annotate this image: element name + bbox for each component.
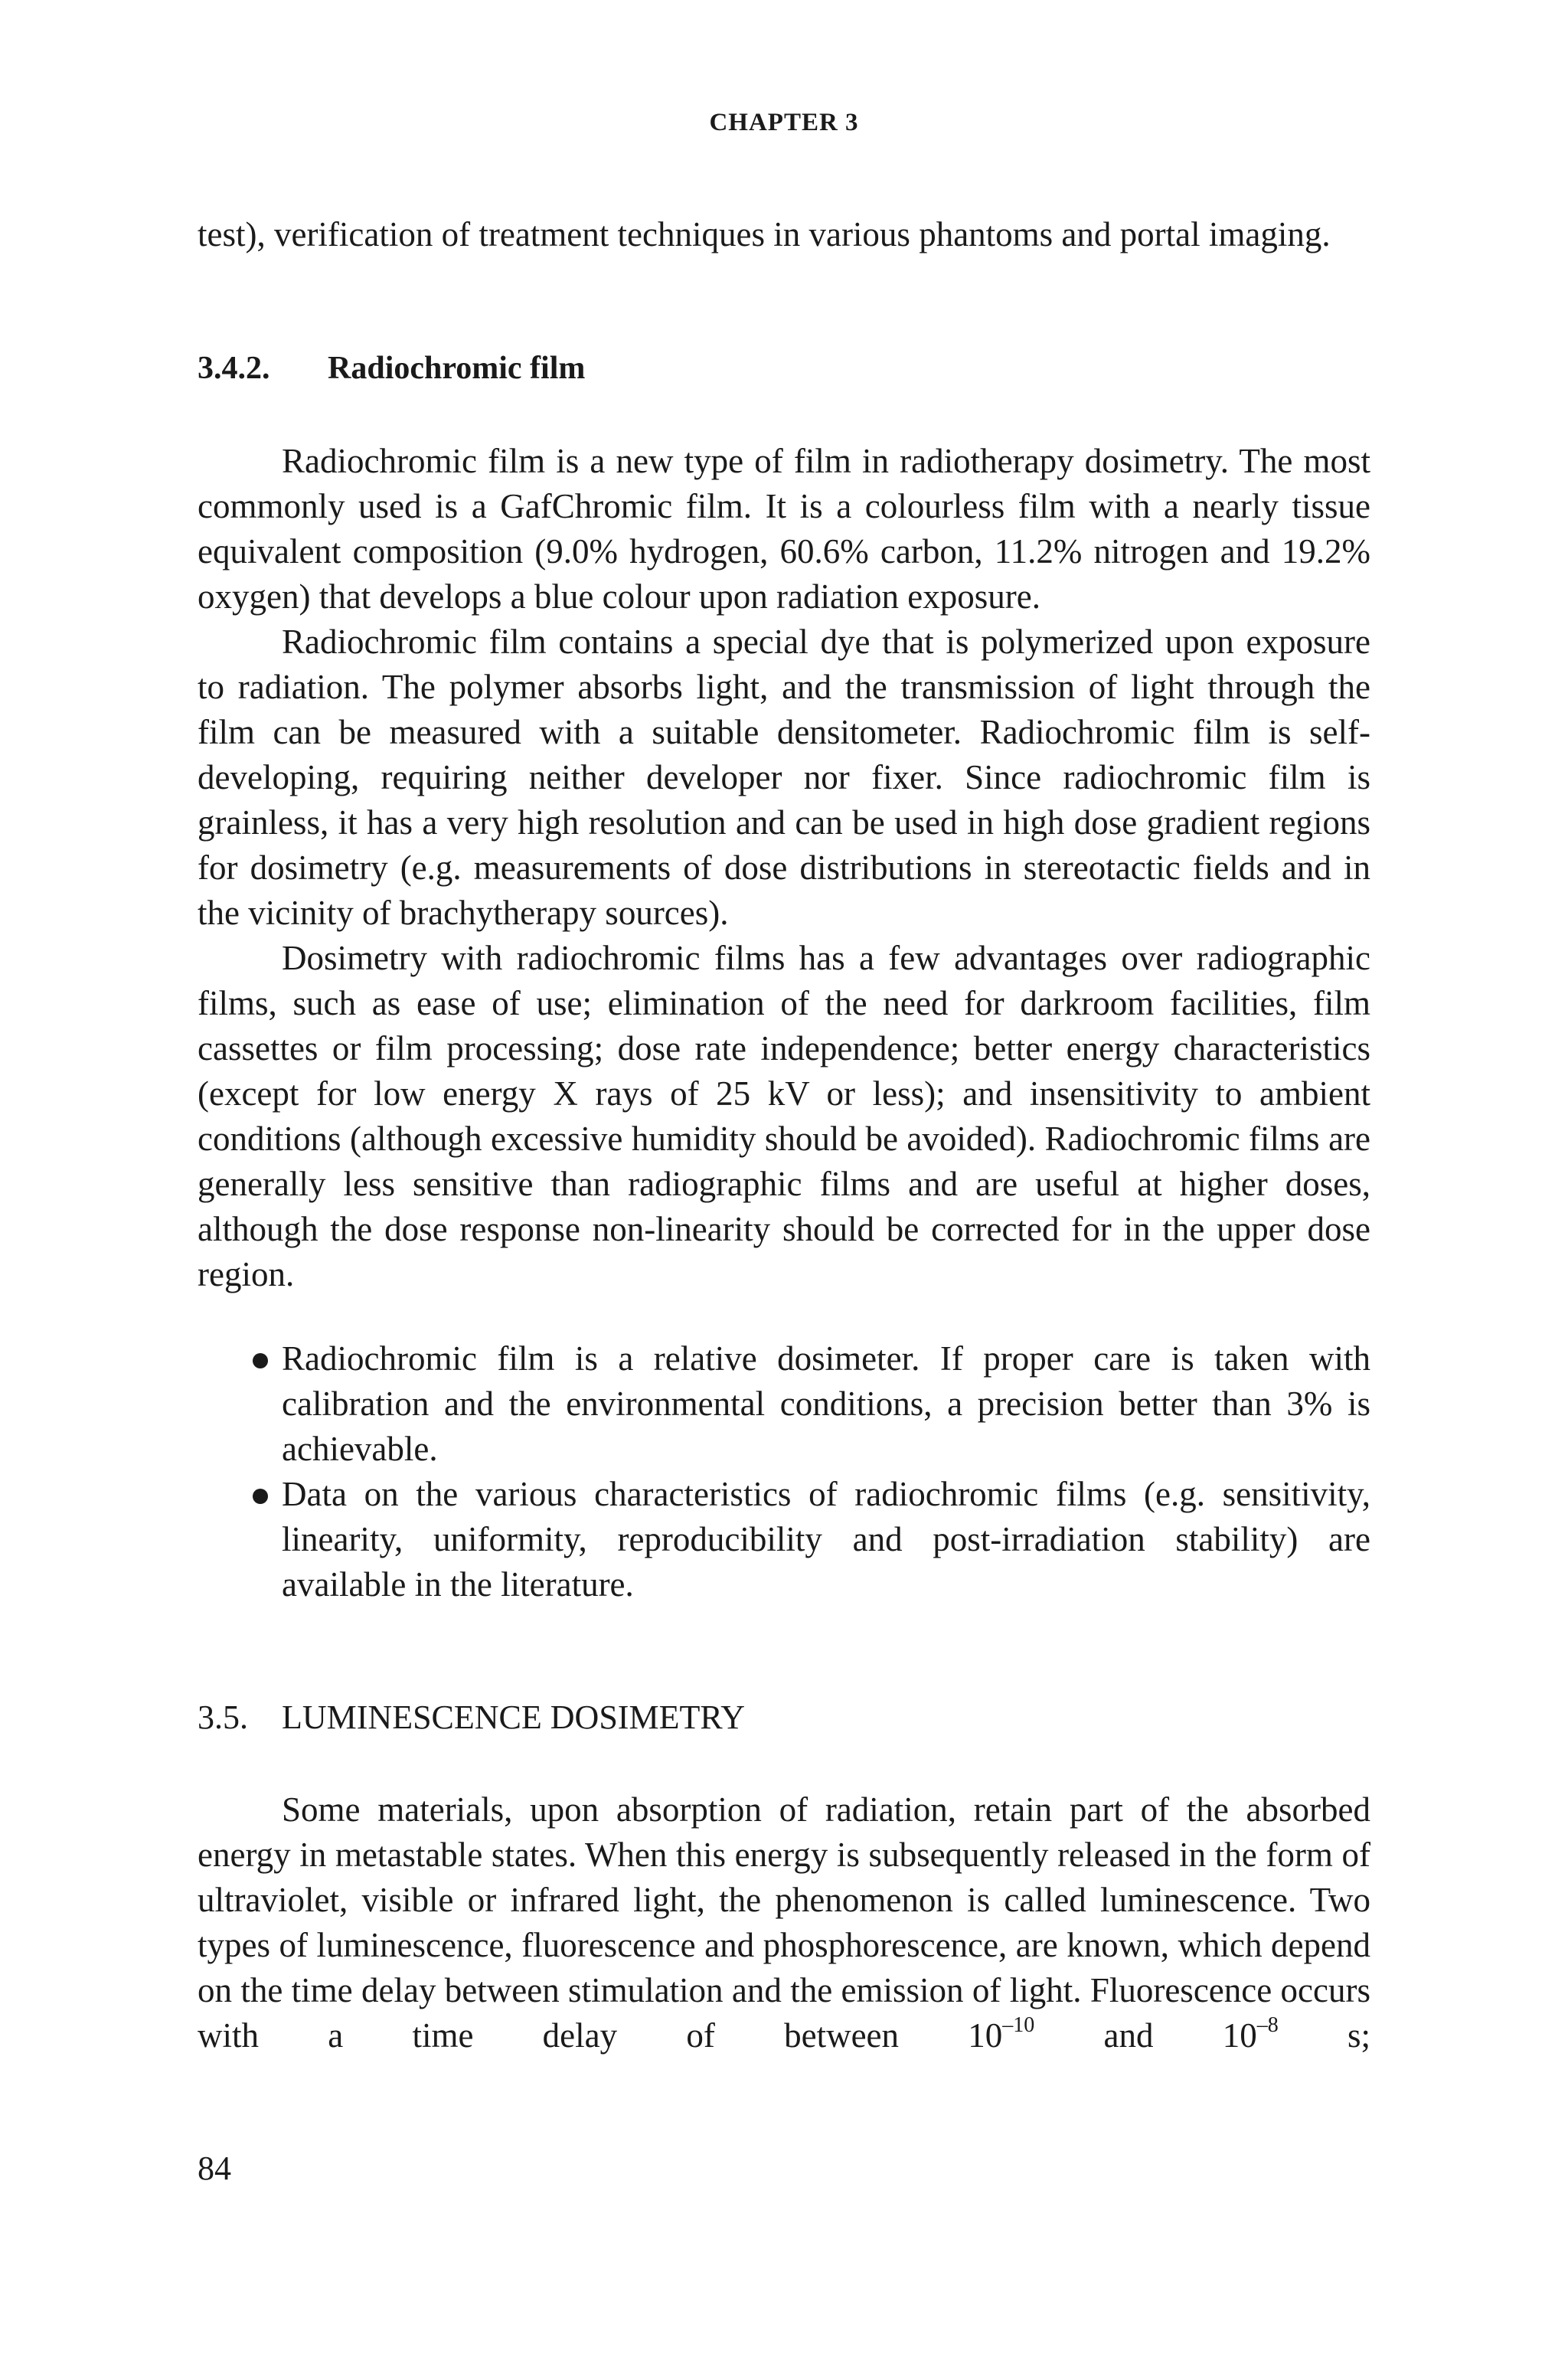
section-heading	[198, 1695, 745, 1740]
luminescence-text: Some materials, upon absorption of radiation, retain part of the absorbed energy in metastable states. When this energy is subsequently released in the form of ultraviolet, visible or infrared light, the phenomenon is called luminescence. Two types of luminescence, fluorescence and phosphorescence, are known, which depend on the time delay between stimulation and the emission of light. Fluorescence occurs with a time delay of between	[198, 1790, 1370, 2055]
intro-text-block	[198, 212, 1370, 257]
paragraph-advantages: Dosimetry with radiochromic films has a few advantages over radiographic films, such as ease of use; elimination of the need for darkroom facilities, film cassettes or film processing; dose rate independence; better energy characteristics (except for low energy X rays of 25 kV or less); and insensitivity to ambient conditions (although excessive humidity should be avoided). Radiochromic films are generally less sensitive than radiographic films and are useful at higher doses, although the dose response non-linearity should be corrected for in the upper dose region.	[198, 939, 1370, 1293]
time-delay-lower-base: 10	[968, 2016, 1003, 2055]
bullet-text: Radiochromic film is a relative dosimeter. If proper care is taken with calibration and the environmental conditions, a precision better than 3% is achievable.	[282, 1339, 1370, 1468]
section-number: 3.5.	[198, 1698, 248, 1736]
conjunction: and	[1103, 2016, 1154, 2055]
bullet-list	[198, 1336, 1370, 1607]
luminescence-text-block	[198, 1787, 1370, 2058]
subsection-title: Radiochromic film	[328, 351, 586, 386]
paragraph-luminescence	[198, 1787, 1370, 2058]
section-title: LUMINESCENCE DOSIMETRY	[282, 1698, 746, 1736]
time-delay-upper-exponent: –8	[1256, 2013, 1279, 2037]
intro-paragraph: test), verification of treatment techniques in various phantoms and portal imaging.	[198, 215, 1331, 253]
page-number: 84	[198, 2150, 231, 2187]
subsection-heading	[198, 346, 585, 391]
time-delay-lower-exponent: –10	[1002, 2013, 1035, 2037]
subsection-number: 3.4.2.	[198, 351, 270, 386]
time-delay-upper-base: 10	[1222, 2016, 1257, 2055]
radiochromic-text-block	[198, 439, 1370, 1297]
bullet-text: Data on the various characteristics of radiochromic films (e.g. sensitivity, linearity, uniformity, reproducibility and post-irradiation stability) are available in the literature.	[282, 1475, 1370, 1604]
bullet-icon	[253, 1489, 268, 1504]
paragraph-composition: Radiochromic film is a new type of film in radiotherapy dosimetry. The most commonly used is a GafChromic film. It is a colourless film with a nearly tissue equivalent composition (9.0% hydrogen, 60.6% carbon, 11.2% nitrogen and 19.2% oxygen) that develops a blue colour upon radiation exposure.	[198, 442, 1370, 616]
unit-tail: s;	[1348, 2016, 1371, 2055]
bullet-item	[198, 1472, 1370, 1607]
paragraph-dye: Radiochromic film contains a special dye that is polymerized upon exposure to radiation. The polymer absorbs light, and the transmission of light through the film can be measured with a suitable densitometer. Radiochromic film is self-developing, requiring neither developer nor fixer. Since radiochromic film is grainless, it has a very high resolution and can be used in high dose gradient regions for dosimetry (e.g. measurements of dose distributions in stereotactic fields and in the vicinity of brachytherapy sources).	[198, 623, 1370, 932]
bullet-icon	[253, 1353, 268, 1368]
bullet-item	[198, 1336, 1370, 1472]
running-head: CHAPTER 3	[709, 109, 859, 136]
book-page	[198, 0, 1370, 2354]
